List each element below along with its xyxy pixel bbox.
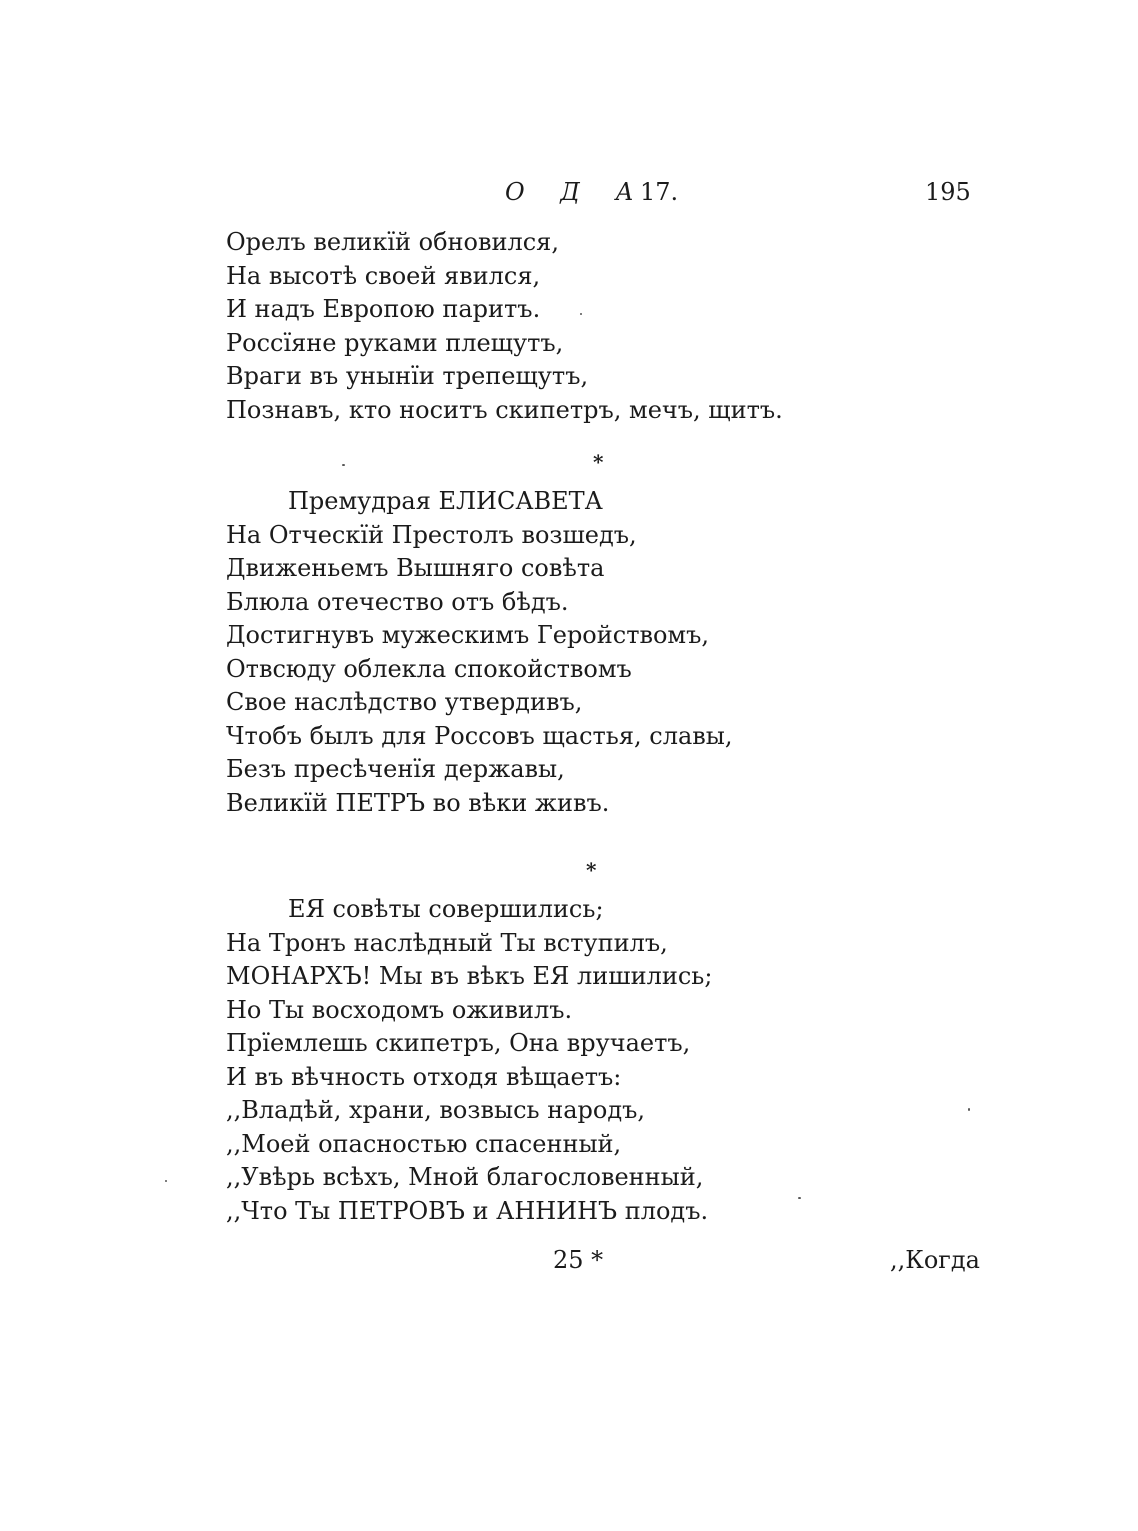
paper-speck [580, 313, 582, 315]
verse-line: ,,Моей опасностью спасенный, [226, 1129, 622, 1158]
verse-line: ЕЯ совѣты совершились; [288, 895, 604, 923]
stanza-1 [226, 226, 926, 427]
verse-line: Чтобъ былъ для Россовъ щастья, славы, [226, 721, 733, 750]
verse-line: На Тронъ наслѣдный Ты вступилъ, [226, 928, 668, 957]
verse-line: Движеньемъ Вышняго совѣта [226, 554, 605, 582]
stanza-separator: * [586, 858, 597, 882]
verse-line: На высотѣ своей явился, [226, 261, 541, 290]
verse-line: Блюла отечество отъ бѣдъ. [226, 587, 569, 616]
page-number: 195 [925, 178, 971, 206]
signature-mark: 25 * [553, 1246, 604, 1274]
verse-line: Познавъ, кто носитъ скипетръ, мечъ, щитъ. [226, 395, 783, 424]
running-header [0, 178, 1138, 218]
verse-line: Премудрая ЕЛИСАВЕТА [288, 487, 603, 515]
verse-line: ,,Владѣй, храни, возвысь народъ, [226, 1096, 646, 1124]
verse-line: Достигнувъ мужескимъ Геройствомъ, [226, 621, 709, 649]
verse-line: Великїй ПЕТРЪ во вѣки живъ. [226, 788, 610, 817]
verse-line: МОНАРХЪ! Мы въ вѣкъ ЕЯ лишились; [226, 962, 713, 990]
running-title: О Д А [505, 178, 648, 206]
verse-line: Прїемлешь скипетръ, Она вручаетъ, [226, 1029, 691, 1057]
catchword: ,,Когда [890, 1246, 980, 1274]
verse-line: Но Ты восходомъ оживилъ. [226, 995, 573, 1024]
verse-line: ,,Увѣрь всѣхъ, Мной благословенный, [226, 1163, 704, 1191]
verse-line: И въ вѣчность отходя вѣщаетъ: [226, 1062, 622, 1091]
verse-line: Безъ пресѣченїя державы, [226, 755, 565, 783]
verse-line: Отвсюду облекла спокойствомъ [226, 654, 632, 683]
ode-number: 17. [640, 178, 679, 206]
stanza-separator: * [593, 450, 604, 474]
stanza-3 [226, 893, 926, 1228]
verse-line: Враги въ унынїи трепещутъ, [226, 362, 589, 390]
verse-line: Россїяне руками плещутъ, [226, 328, 564, 357]
verse-line: На Отческїй Престолъ возшедъ, [226, 520, 637, 549]
paper-speck [165, 1180, 167, 1182]
verse-line: Орелъ великїй обновился, [226, 228, 559, 256]
verse-line: И надъ Европою паритъ. [226, 295, 541, 323]
verse-line: Свое наслѣдство утвердивъ, [226, 688, 583, 716]
stanza-2 [226, 485, 926, 820]
verse-line: ,,Что Ты ПЕТРОВЪ и АННИНЪ плодъ. [226, 1196, 709, 1225]
paper-speck [968, 1108, 970, 1111]
paper-speck [798, 1197, 801, 1199]
paper-speck [342, 464, 345, 466]
